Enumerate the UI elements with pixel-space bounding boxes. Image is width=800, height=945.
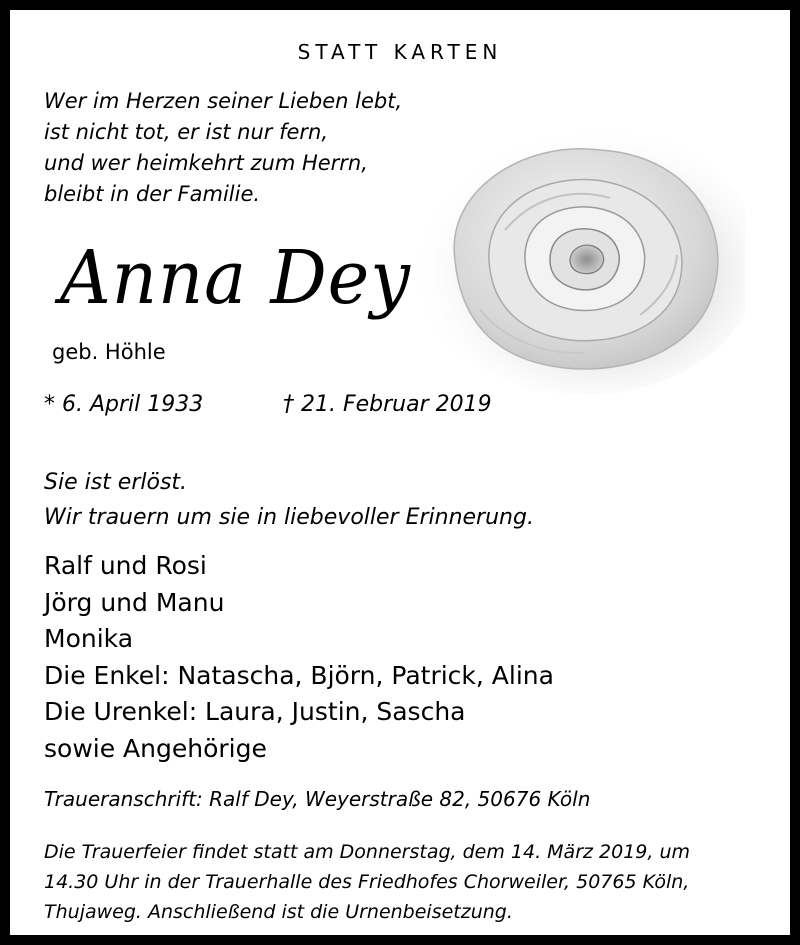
service-info <box>44 837 690 927</box>
poem-line: Wer im Herzen seiner Lieben lebt, <box>44 89 403 113</box>
family-line: Jörg und Manu <box>44 587 225 617</box>
family-line: sowie Angehörige <box>44 733 267 763</box>
birth-date: * 6. April 1933 <box>44 392 204 417</box>
birth-name: geb. Höhle <box>52 340 166 364</box>
mourning-text <box>44 465 534 535</box>
family-list <box>44 548 554 767</box>
header-title: STATT KARTEN <box>297 40 503 64</box>
poem-quote <box>44 86 402 210</box>
service-line: 14.30 Uhr in der Trauerhalle des Friedhofes Chorweiler, 50765 Köln, <box>44 871 690 893</box>
family-line: Die Enkel: Natascha, Björn, Patrick, Alina <box>44 660 554 690</box>
mourning-address: Traueranschrift: Ralf Dey, Weyerstraße 82, 50676 Köln <box>44 787 591 811</box>
mourning-line: Wir trauern um sie in liebevoller Erinnerung. <box>44 505 534 530</box>
death-date: † 21. Februar 2019 <box>283 392 492 417</box>
mourning-line: Sie ist erlöst. <box>44 470 188 495</box>
service-line: Thujaweg. Anschließend ist die Urnenbeisetzung. <box>44 901 513 923</box>
family-line: Monika <box>44 624 134 653</box>
deceased-name: Anna Dey <box>60 235 411 321</box>
poem-line: ist nicht tot, er ist nur fern, <box>44 120 329 144</box>
family-line: Ralf und Rosi <box>44 551 207 580</box>
poem-line: bleibt in der Familie. <box>44 182 261 206</box>
poem-line: und wer heimkehrt zum Herrn, <box>44 151 368 175</box>
service-line: Die Trauerfeier findet statt am Donnerstag, dem 14. März 2019, um <box>44 841 691 863</box>
rose-icon <box>385 110 745 395</box>
family-line: Die Urenkel: Laura, Justin, Sascha <box>44 697 466 726</box>
